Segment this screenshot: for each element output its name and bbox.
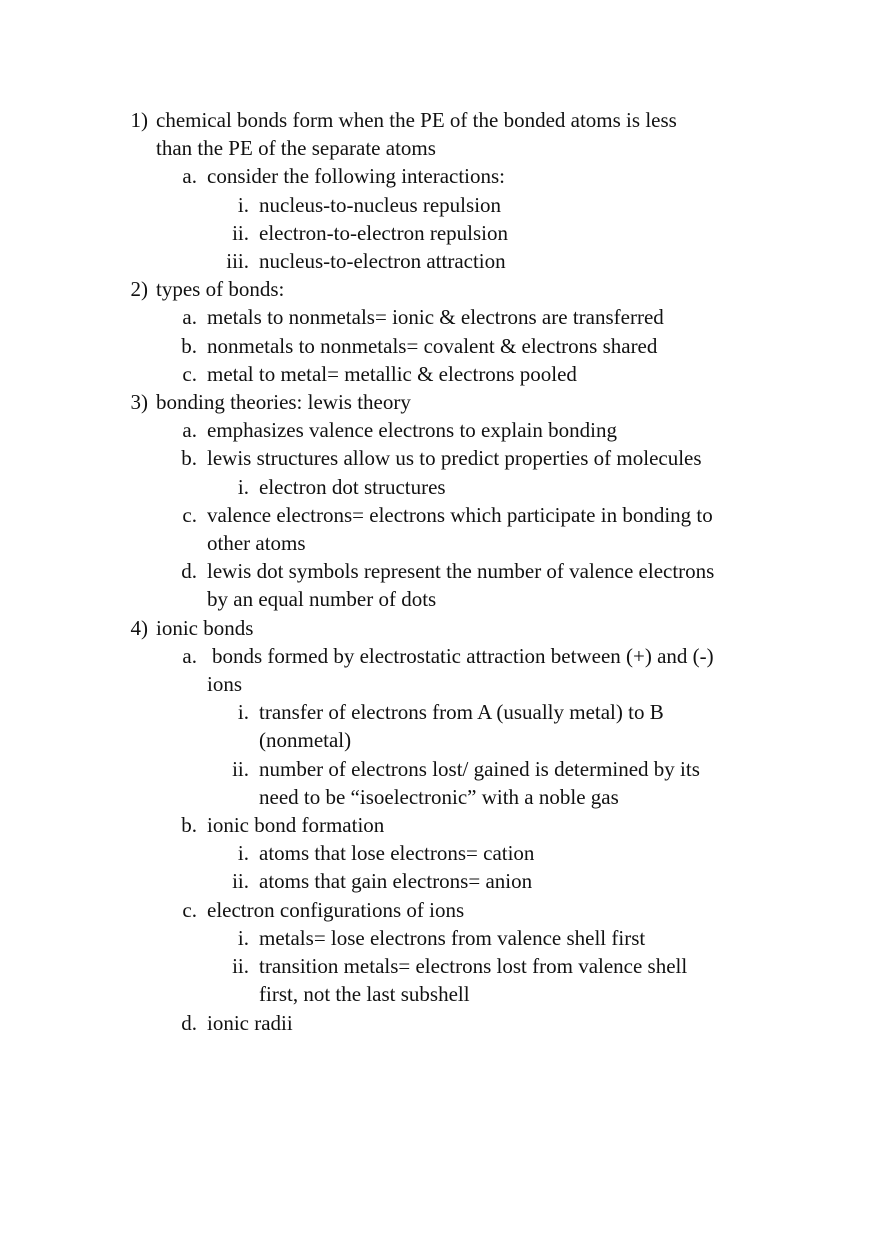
outline-item-3c <box>0 501 880 529</box>
outline-notes <box>0 106 880 1037</box>
outline-item-3b-i <box>0 473 880 501</box>
outline-item-4b-ii <box>0 867 880 895</box>
item-text: nucleus-to-nucleus repulsion <box>259 192 502 217</box>
item-marker: 3) <box>130 390 148 415</box>
item-text-continuation: other atoms <box>207 531 306 556</box>
item-marker: ii. <box>232 954 249 979</box>
item-marker: i. <box>237 192 249 217</box>
item-text: atoms that lose electrons= cation <box>259 841 535 866</box>
outline-item-4c <box>0 896 880 924</box>
item-text: consider the following interactions: <box>207 164 506 189</box>
item-text: chemical bonds form when the PE of the bonded atoms is less <box>156 108 677 132</box>
item-marker: 1) <box>130 108 148 132</box>
item-text: bonding theories: lewis theory <box>156 390 411 415</box>
item-text-continuation: by an equal number of dots <box>207 587 437 612</box>
item-marker: ii. <box>232 756 249 781</box>
item-text-continuation: (nonmetal) <box>259 728 352 753</box>
item-marker: a. <box>182 643 197 668</box>
item-marker: i. <box>237 474 249 499</box>
outline-item-3b <box>0 444 880 472</box>
item-text: nonmetals to nonmetals= covalent & electrons shared <box>207 333 658 358</box>
outline-item-4a <box>0 642 880 670</box>
item-text: electron configurations of ions <box>207 897 465 922</box>
item-text-continuation: ions <box>207 672 243 697</box>
item-text: nucleus-to-electron attraction <box>259 249 506 274</box>
item-text: metals to nonmetals= ionic & electrons are transferred <box>207 305 664 330</box>
item-marker: i. <box>237 925 249 950</box>
item-marker: d. <box>181 559 197 584</box>
outline-item-3a <box>0 416 880 444</box>
item-text: bonds formed by electrostatic attraction between (+) and (-) <box>212 643 714 668</box>
outline-item-1a <box>0 162 880 190</box>
item-text-continuation: than the PE of the separate atoms <box>156 136 436 161</box>
item-marker: a. <box>182 418 197 443</box>
item-marker: i. <box>237 841 249 866</box>
outline-item-4a-i <box>0 698 880 726</box>
outline-item-1 <box>0 106 880 134</box>
item-text: emphasizes valence electrons to explain bonding <box>207 418 617 443</box>
item-marker: c. <box>182 897 197 922</box>
item-text: lewis structures allow us to predict properties of molecules <box>207 446 702 471</box>
item-text-continuation: need to be “isoelectronic” with a noble gas <box>259 784 619 809</box>
item-text: electron-to-electron repulsion <box>259 220 508 245</box>
outline-item-1a-ii <box>0 219 880 247</box>
item-text-continuation: first, not the last subshell <box>259 982 470 1007</box>
outline-item-4d <box>0 1009 880 1037</box>
outline-item-4c-i <box>0 924 880 952</box>
item-text: lewis dot symbols represent the number of valence electrons <box>207 559 715 584</box>
item-text: transition metals= electrons lost from valence shell <box>259 954 688 979</box>
item-text: transfer of electrons from A (usually metal) to B <box>259 700 664 725</box>
item-marker: b. <box>181 333 197 358</box>
outline-item-2b <box>0 332 880 360</box>
item-marker: a. <box>182 164 197 189</box>
item-text: number of electrons lost/ gained is determined by its <box>259 756 700 781</box>
item-marker: c. <box>182 502 197 527</box>
item-text: metals= lose electrons from valence shell first <box>259 925 646 950</box>
item-marker: i. <box>237 700 249 725</box>
item-text: atoms that gain electrons= anion <box>259 869 533 894</box>
item-marker: b. <box>181 813 197 838</box>
item-text: metal to metal= metallic & electrons pooled <box>207 361 577 386</box>
outline-item-1a-iii <box>0 247 880 275</box>
item-marker: 2) <box>130 277 148 302</box>
outline-item-2a <box>0 303 880 331</box>
item-marker: a. <box>182 305 197 330</box>
item-marker: b. <box>181 446 197 471</box>
item-marker: d. <box>181 1010 197 1035</box>
outline-item-3d <box>0 557 880 585</box>
item-text: ionic radii <box>207 1010 293 1035</box>
outline-item-4a-ii <box>0 755 880 783</box>
item-text: ionic bond formation <box>207 813 385 838</box>
item-text: ionic bonds <box>156 615 254 640</box>
item-text: types of bonds: <box>156 277 285 302</box>
outline-item-3 <box>0 388 880 416</box>
item-marker: 4) <box>130 615 148 640</box>
item-text: valence electrons= electrons which participate in bonding to <box>207 502 713 527</box>
outline-item-2 <box>0 275 880 303</box>
item-marker: iii. <box>226 249 249 274</box>
outline-item-4 <box>0 614 880 642</box>
item-text: electron dot structures <box>259 474 446 499</box>
outline-item-1a-i <box>0 191 880 219</box>
item-marker: c. <box>182 361 197 386</box>
outline-item-4b-i <box>0 839 880 867</box>
outline-item-4c-ii <box>0 952 880 980</box>
item-marker: ii. <box>232 220 249 245</box>
item-marker: ii. <box>232 869 249 894</box>
outline-item-2c <box>0 360 880 388</box>
outline-item-4b <box>0 811 880 839</box>
